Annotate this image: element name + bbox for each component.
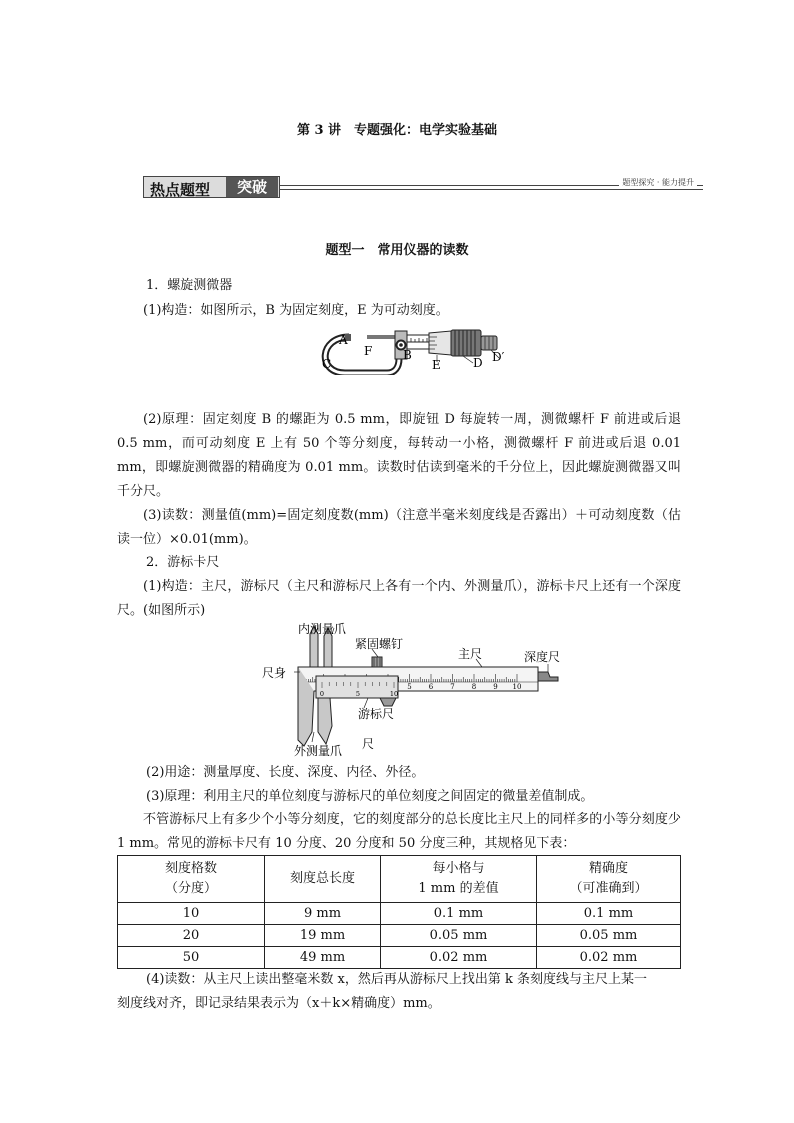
caliper-principle: (3)原理：利用主尺的单位刻度与游标尺的单位刻度之间固定的微量差值制成。 — [146, 789, 594, 804]
micrometer-label-d: D — [473, 356, 483, 370]
banner-highlight: 突破 — [226, 177, 278, 197]
caliper-spec-table — [117, 855, 681, 969]
table-cell: 0.02 mm — [381, 947, 537, 969]
lecture-title: 第 3 讲 专题强化：电学实验基础 — [296, 123, 498, 138]
main-scale-number: 7 — [450, 683, 455, 691]
table-row — [118, 947, 681, 969]
caliper-usage: (2)用途：测量厚度、长度、深度、内径、外径。 — [146, 765, 425, 780]
caliper-label-main-scale: 主尺 — [458, 647, 483, 661]
micrometer-figure — [315, 325, 525, 375]
banner-label-box — [143, 176, 280, 198]
caliper-label-vernier-tail: 尺 — [362, 737, 375, 751]
vernier-scale-number: 10 — [389, 690, 399, 698]
vernier-scale-number: 0 — [319, 690, 325, 698]
vernier-scale-number: 5 — [355, 690, 361, 698]
table-cell: 9 mm — [265, 903, 381, 925]
section-banner — [143, 176, 703, 200]
caliper-figure — [258, 620, 598, 760]
table-cell: 0.1 mm — [381, 903, 537, 925]
table-cell: 49 mm — [265, 947, 381, 969]
banner-label: 热点题型 — [150, 181, 211, 199]
main-scale-number: 9 — [493, 683, 498, 691]
caliper-label-locking-screw: 紧固螺钉 — [355, 637, 404, 651]
micrometer-label-e: E — [432, 358, 441, 372]
caliper-reading-line2: 刻度线对齐，即记录结果表示为（x＋k×精确度）mm。 — [117, 996, 441, 1011]
table-header-cell: 刻度格数 （分度） — [118, 856, 265, 903]
table-header-cell: 精确度 （可准确到） — [537, 856, 681, 903]
table-header-cell: 刻度总长度 — [265, 856, 381, 903]
micrometer-label-a: A — [339, 333, 348, 347]
caliper-heading: 2．游标卡尺 — [146, 555, 220, 570]
micrometer-principle: (2)原理：固定刻度 B 的螺距为 0.5 mm，即旋钮 D 每旋转一周，测微螺杆 F 前进或后退 0.5 mm，而可动刻度 E 上有 50 个等分刻度，每转动一小格，测微螺杆 F 前进或后退 0.01 mm，即螺旋测微器的精确度为 0.01 mm。读数时估读到毫米的千分位上，因此螺旋测微器又叫千分尺。 — [117, 412, 681, 499]
caliper-construction: (1)构造：主尺，游标尺（主尺和游标尺上各有一个内、外测量爪），游标卡尺上还有一个深度尺。(如图所示) — [117, 579, 681, 618]
micrometer-label-d-prime: D′ — [492, 350, 505, 364]
table-header-cell: 每小格与 1 mm 的差值 — [381, 856, 537, 903]
table-row — [118, 925, 681, 947]
micrometer-heading: 1．螺旋测微器 — [146, 278, 233, 293]
micrometer-label-b: B — [403, 348, 412, 362]
banner-subtitle: 题型探究 · 能力提升 — [619, 177, 697, 188]
table-cell: 19 mm — [265, 925, 381, 947]
caliper-label-vernier: 游标尺 — [358, 707, 395, 721]
caliper-principle-detail: 不管游标尺上有多少个小等分刻度，它的刻度部分的总长度比主尺上的同样多的小等分刻度少 1 mm。常见的游标卡尺有 10 分度、20 分度和 50 分度三种，其规格见下表： — [117, 812, 681, 851]
caliper-label-inner-jaw: 内测量爪 — [298, 622, 347, 636]
micrometer-construction: (1)构造：如图所示，B 为固定刻度，E 为可动刻度。 — [143, 303, 449, 318]
table-cell: 20 — [118, 925, 265, 947]
micrometer-label-f: F — [364, 344, 373, 358]
section-heading: 题型一 常用仪器的读数 — [325, 243, 469, 258]
main-scale-number: 5 — [407, 683, 412, 691]
caliper-label-outer-jaw: 外测量爪 — [294, 744, 343, 758]
caliper-reading-line1: (4)读数：从主尺上读出整毫米数 x，然后再从游标尺上找出第 k 条刻度线与主尺上某一 — [146, 972, 648, 987]
table-cell: 0.05 mm — [381, 925, 537, 947]
caliper-label-depth-gauge: 深度尺 — [524, 650, 561, 664]
table-cell: 0.02 mm — [537, 947, 681, 969]
table-cell: 10 — [118, 903, 265, 925]
table-row — [118, 903, 681, 925]
table-cell: 0.05 mm — [537, 925, 681, 947]
banner-rule-bottom — [280, 189, 703, 190]
main-scale-number: 8 — [471, 683, 477, 691]
table-cell: 50 — [118, 947, 265, 969]
micrometer-label-c: C — [322, 357, 332, 371]
main-scale-number: 6 — [428, 683, 434, 691]
table-cell: 0.1 mm — [537, 903, 681, 925]
caliper-label-body: 尺身 — [262, 666, 287, 680]
main-scale-number: 10 — [512, 683, 522, 691]
table-header-row — [118, 856, 681, 903]
micrometer-reading: (3)读数：测量值(mm)=固定刻度数(mm)（注意半毫米刻度线是否露出）＋可动刻度数（估读一位）×0.01(mm)。 — [117, 508, 681, 547]
